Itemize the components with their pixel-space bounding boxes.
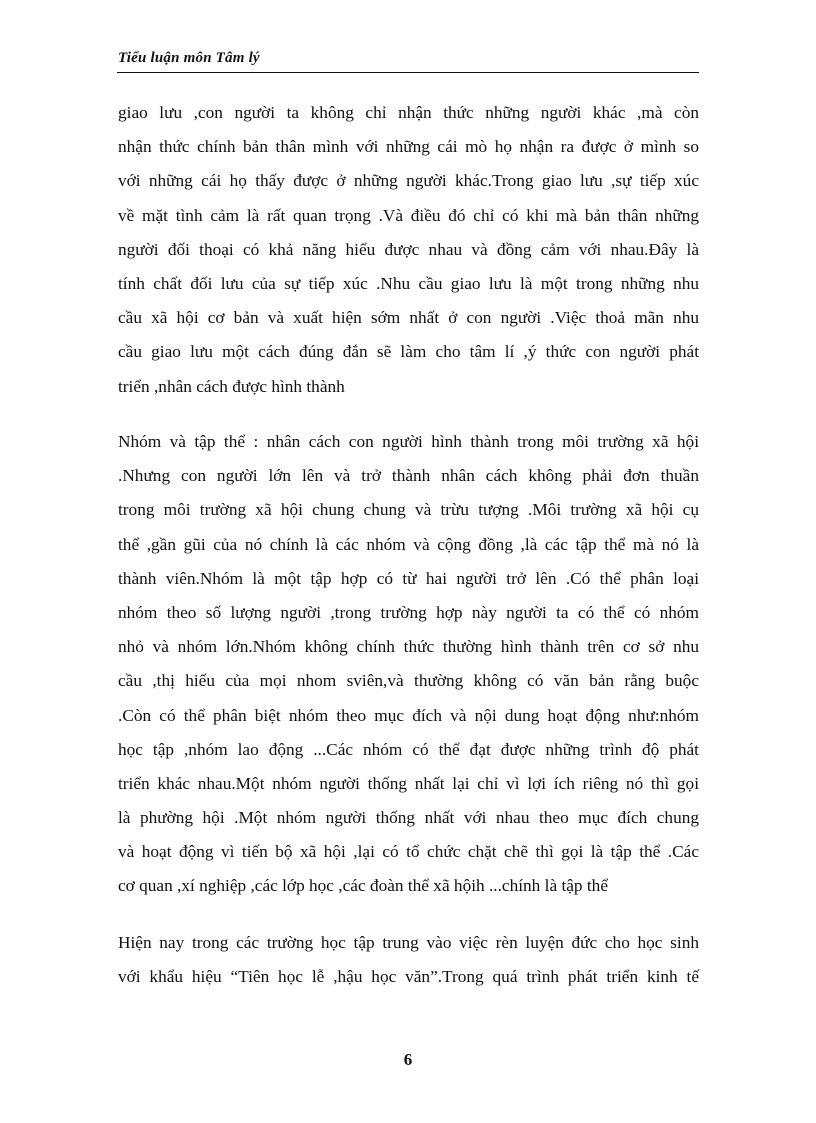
text-line: .Nhưng con người lớn lên và trở thành nhân cách không phải đơn thuần (118, 466, 699, 486)
text-line: nhỏ và nhóm lớn.Nhóm không chính thức thường hình thành trên cơ sở nhu (118, 637, 699, 657)
text-line: cơ quan ,xí nghiệp ,các lớp học ,các đoàn thể xã hộih ...chính là tập thể (118, 876, 608, 896)
text-line: trong môi trường xã hội chung chung và trừu tượng .Môi trường xã hội cụ (118, 500, 699, 520)
text-line: về mặt tình cảm là rất quan trọng .Và điều đó chỉ có khi mà bản thân những (118, 205, 699, 225)
page-number: 6 (403, 1050, 413, 1069)
text-line: và hoạt động vì tiến bộ xã hội ,lại có tổ chức chặt chẽ thì gọi là tập thể .Các (118, 842, 699, 862)
text-line: học tập ,nhóm lao động ...Các nhóm có thể đạt được những trình độ phát (118, 739, 699, 759)
text-line: .Còn có thể phân biệt nhóm theo mục đích và nội dung hoạt động như:nhóm (118, 705, 699, 725)
text-line: với khẩu hiệu “Tiên học lễ ,hậu học văn”.Trong quá trình phát triển kinh tế (118, 967, 699, 987)
text-line: thể ,gần gũi của nó chính là các nhóm và cộng đồng ,là các tập thể mà nó là (118, 534, 699, 554)
text-line: triển ,nhân cách được hình thành (118, 376, 345, 396)
text-line: Nhóm và tập thể : nhân cách con người hình thành trong môi trường xã hội (118, 432, 699, 451)
text-line: giao lưu ,con người ta không chỉ nhận thức những người khác ,mà còn (118, 103, 699, 122)
paragraph-2 (118, 425, 699, 904)
text-line: Hiện nay trong các trường học tập trung vào việc rèn luyện đức cho học sinh (118, 933, 699, 952)
header-rule (117, 72, 699, 73)
text-line: nhóm theo số lượng người ,trong trường hợp này người ta có thể có nhóm (118, 602, 699, 622)
text-line: người đối thoại có khả năng hiểu được nhau và đồng cảm với nhau.Đây là (118, 239, 699, 259)
paragraph-3 (118, 926, 699, 994)
text-line: cầu giao lưu một cách đúng đắn sẽ làm cho tâm lí ,ý thức con người phát (118, 342, 699, 362)
text-line: cầu ,thị hiếu của mọi nhom sviên,và thường không có văn bản rằng buộc (118, 671, 699, 691)
text-line: tính chất đối lưu của sự tiếp xúc .Nhu cầu giao lưu là một trong những nhu (118, 273, 699, 293)
text-line: là phường hội .Một nhóm người thống nhất với nhau theo mục đích chung (118, 808, 699, 828)
text-line: thành viên.Nhóm là một tập hợp có từ hai người trở lên .Có thể phân loại (118, 568, 699, 588)
text-line: với những cái họ thấy được ở những người khác.Trong giao lưu ,sự tiếp xúc (118, 171, 699, 191)
text-line: nhận thức chính bản thân mình với những cái mò họ nhận ra được ở mình so (118, 137, 699, 157)
header-title: Tiểu luận môn Tâm lý (118, 50, 260, 66)
paragraph-1 (118, 96, 699, 404)
text-line: cầu xã hội cơ bản và xuất hiện sớm nhất ở con người .Việc thoả mãn nhu (118, 308, 699, 328)
text-line: triển khác nhau.Một nhóm người thống nhất lại chỉ vì lợi ích riêng nó thì gọi (118, 773, 699, 793)
